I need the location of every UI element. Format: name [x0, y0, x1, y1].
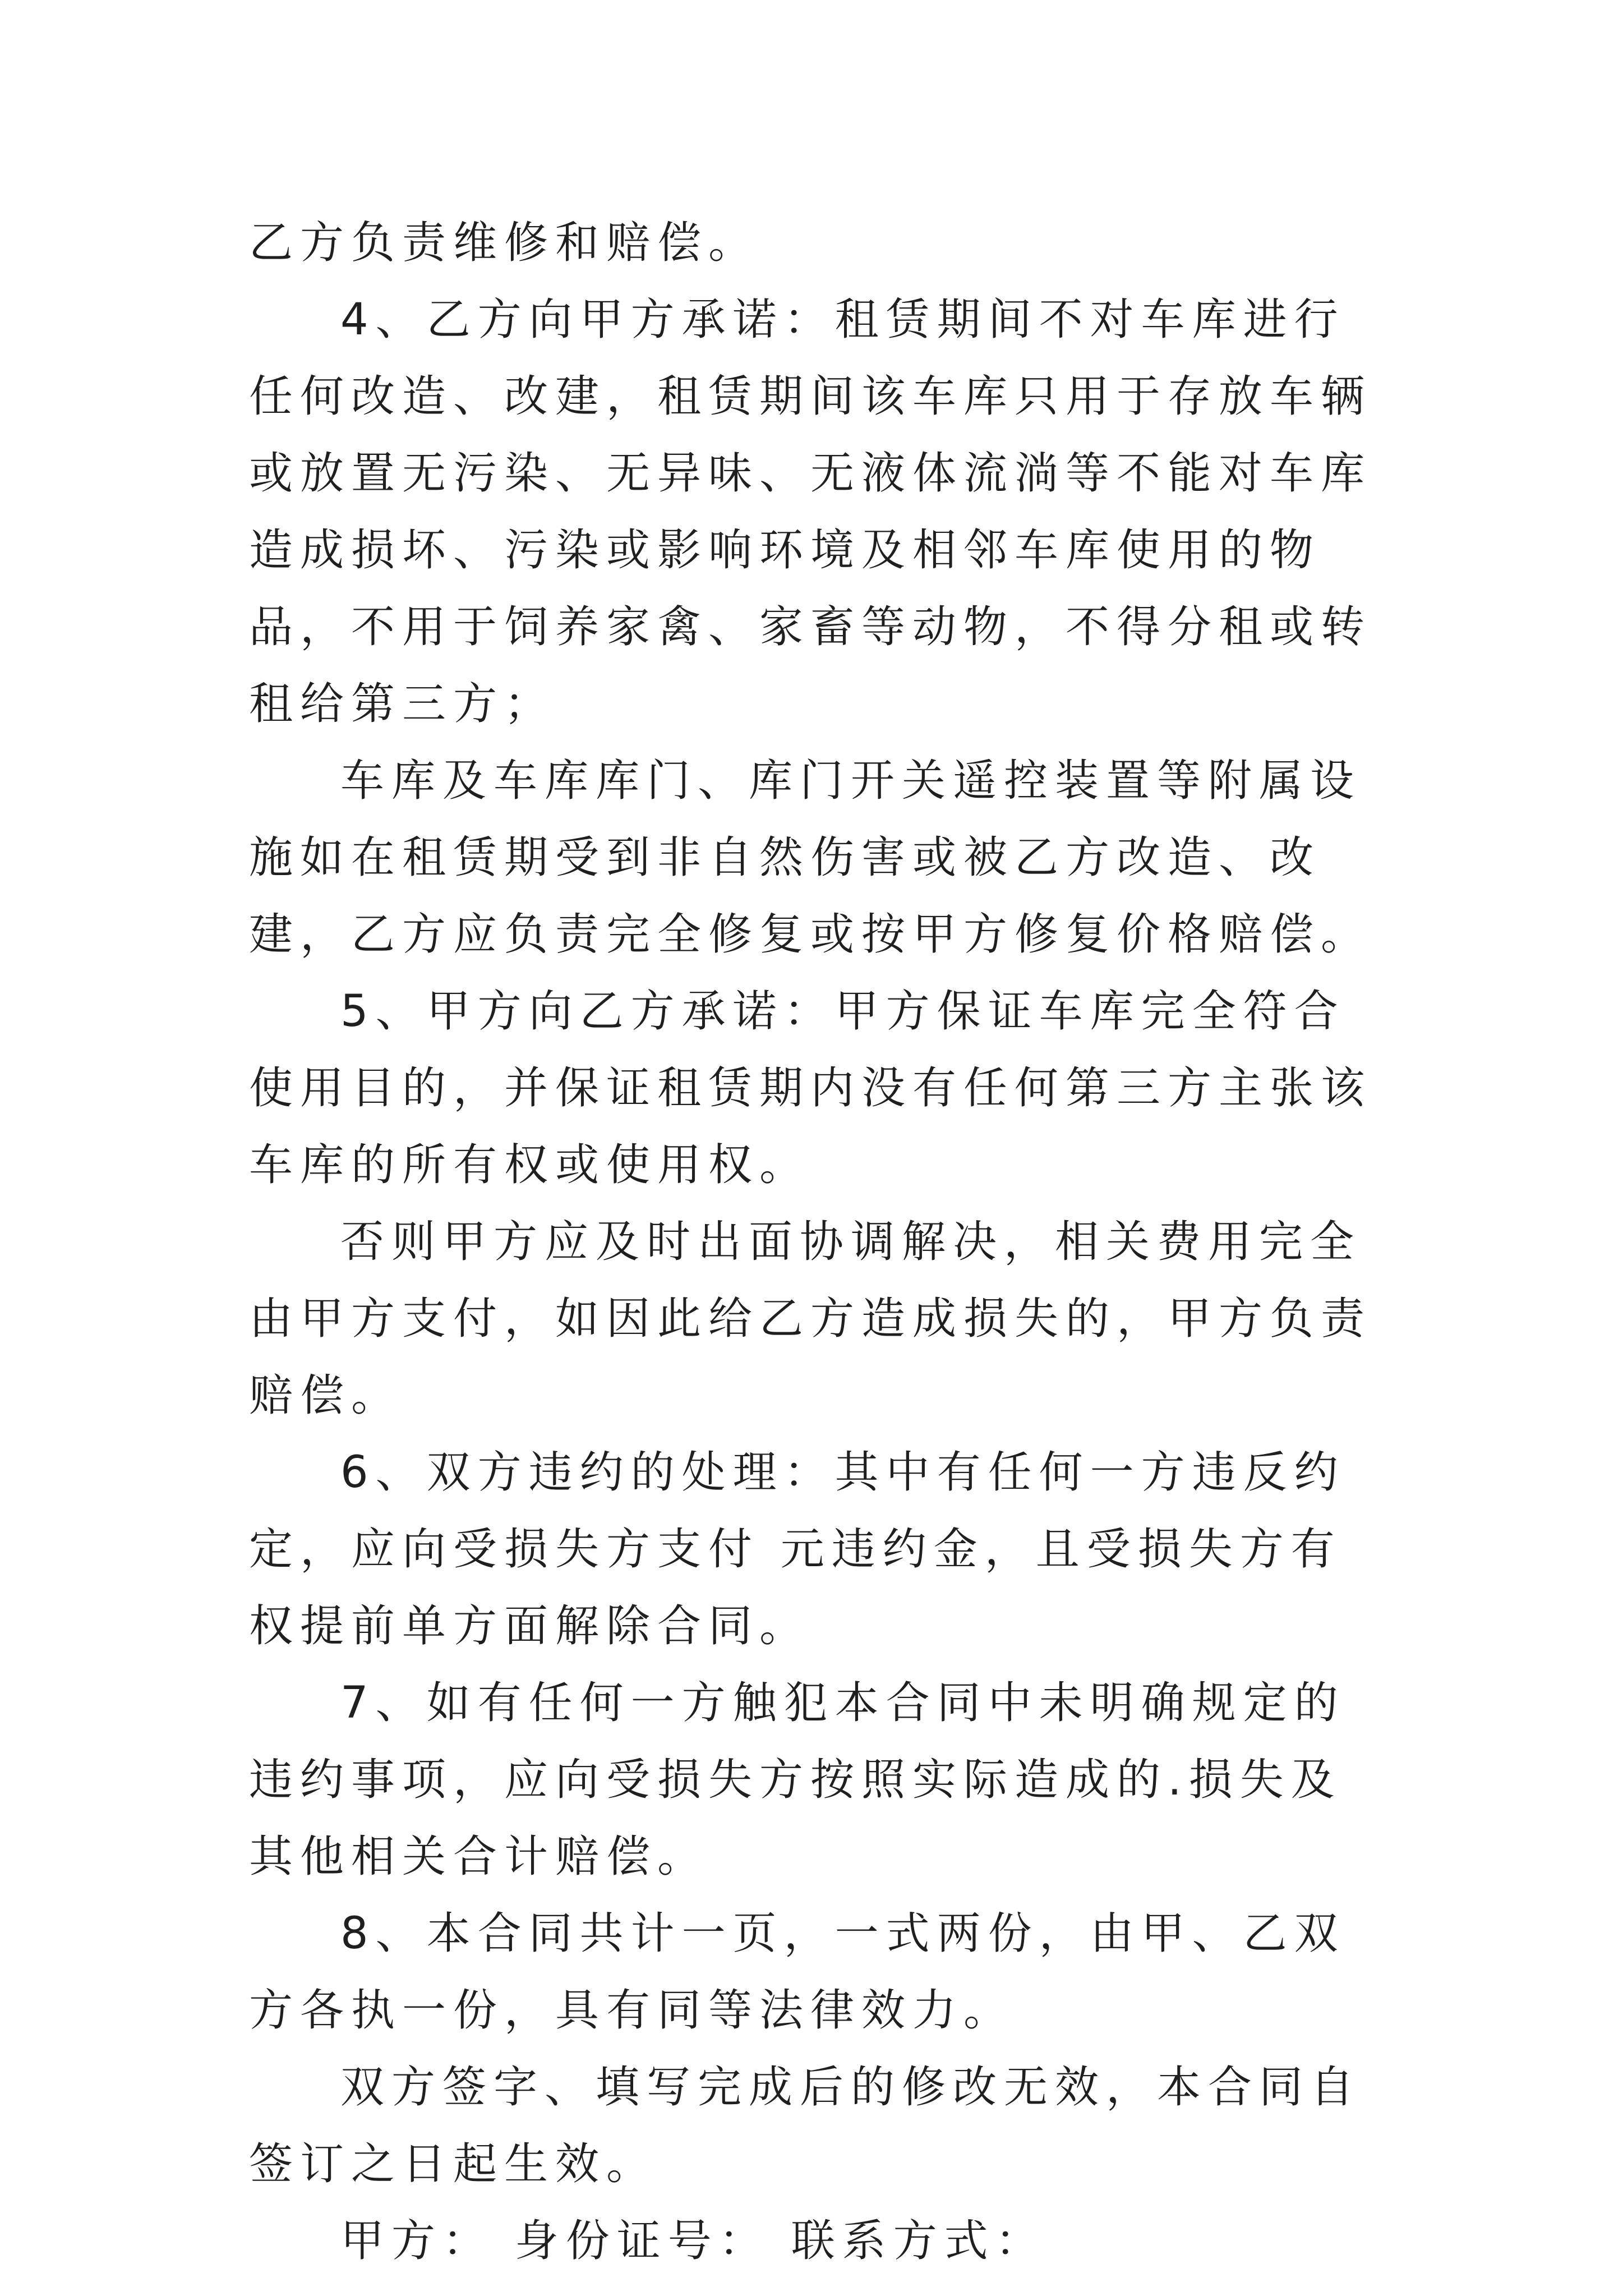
paragraph-effective: 双方签字、填写完成后的修改无效，本合同自签订之日起生效。 [249, 2062, 1362, 2189]
paragraph-clause-5-otherwise: 否则甲方应及时出面协调解决，相关费用完全由甲方支付，如因此给乙方造成损失的，甲方负责赔偿。 [249, 1217, 1372, 1421]
document-body [249, 205, 1376, 2280]
paragraph-clause-4: 4、乙方向甲方承诺：租赁期间不对车库进行任何改造、改建，租赁期间该车库只用于存放车辆或放置无污染、无异味、无液体流淌等不能对车库造成损坏、污染或影响环境及相邻车库使用的物品，不用于饲养家禽、家畜等动物，不得分租或转租给第三方； [249, 295, 1372, 729]
paragraph-clause-7: 7、如有任何一方触犯本合同中未明确规定的违约事项，应向受损失方按照实际造成的.损失及其他相关合计赔偿。 [249, 1678, 1345, 1882]
signature-line-party-a: 甲方： 身份证号： 联系方式： [340, 2216, 1046, 2266]
paragraph-clause-6: 6、双方违约的处理：其中有任何一方违反约定，应向受损失方支付 元违约金，且受损失方有权提前单方面解除合同。 [249, 1447, 1345, 1651]
paragraph-clause-3-end: 乙方负责维修和赔偿。 [249, 218, 760, 268]
paragraph-clause-8: 8、本合同共计一页，一式两份，由甲、乙双方各执一份，具有同等法律效力。 [249, 1908, 1345, 2036]
paragraph-clause-4-damage: 车库及车库库门、库门开关遥控装置等附属设施如在租赁期受到非自然伤害或被乙方改造、改建，乙方应负责完全修复或按甲方修复价格赔偿。 [249, 756, 1372, 960]
paragraph-clause-5: 5、甲方向乙方承诺：甲方保证车库完全符合使用目的，并保证租赁期内没有任何第三方主张该车库的所有权或使用权。 [249, 986, 1372, 1190]
